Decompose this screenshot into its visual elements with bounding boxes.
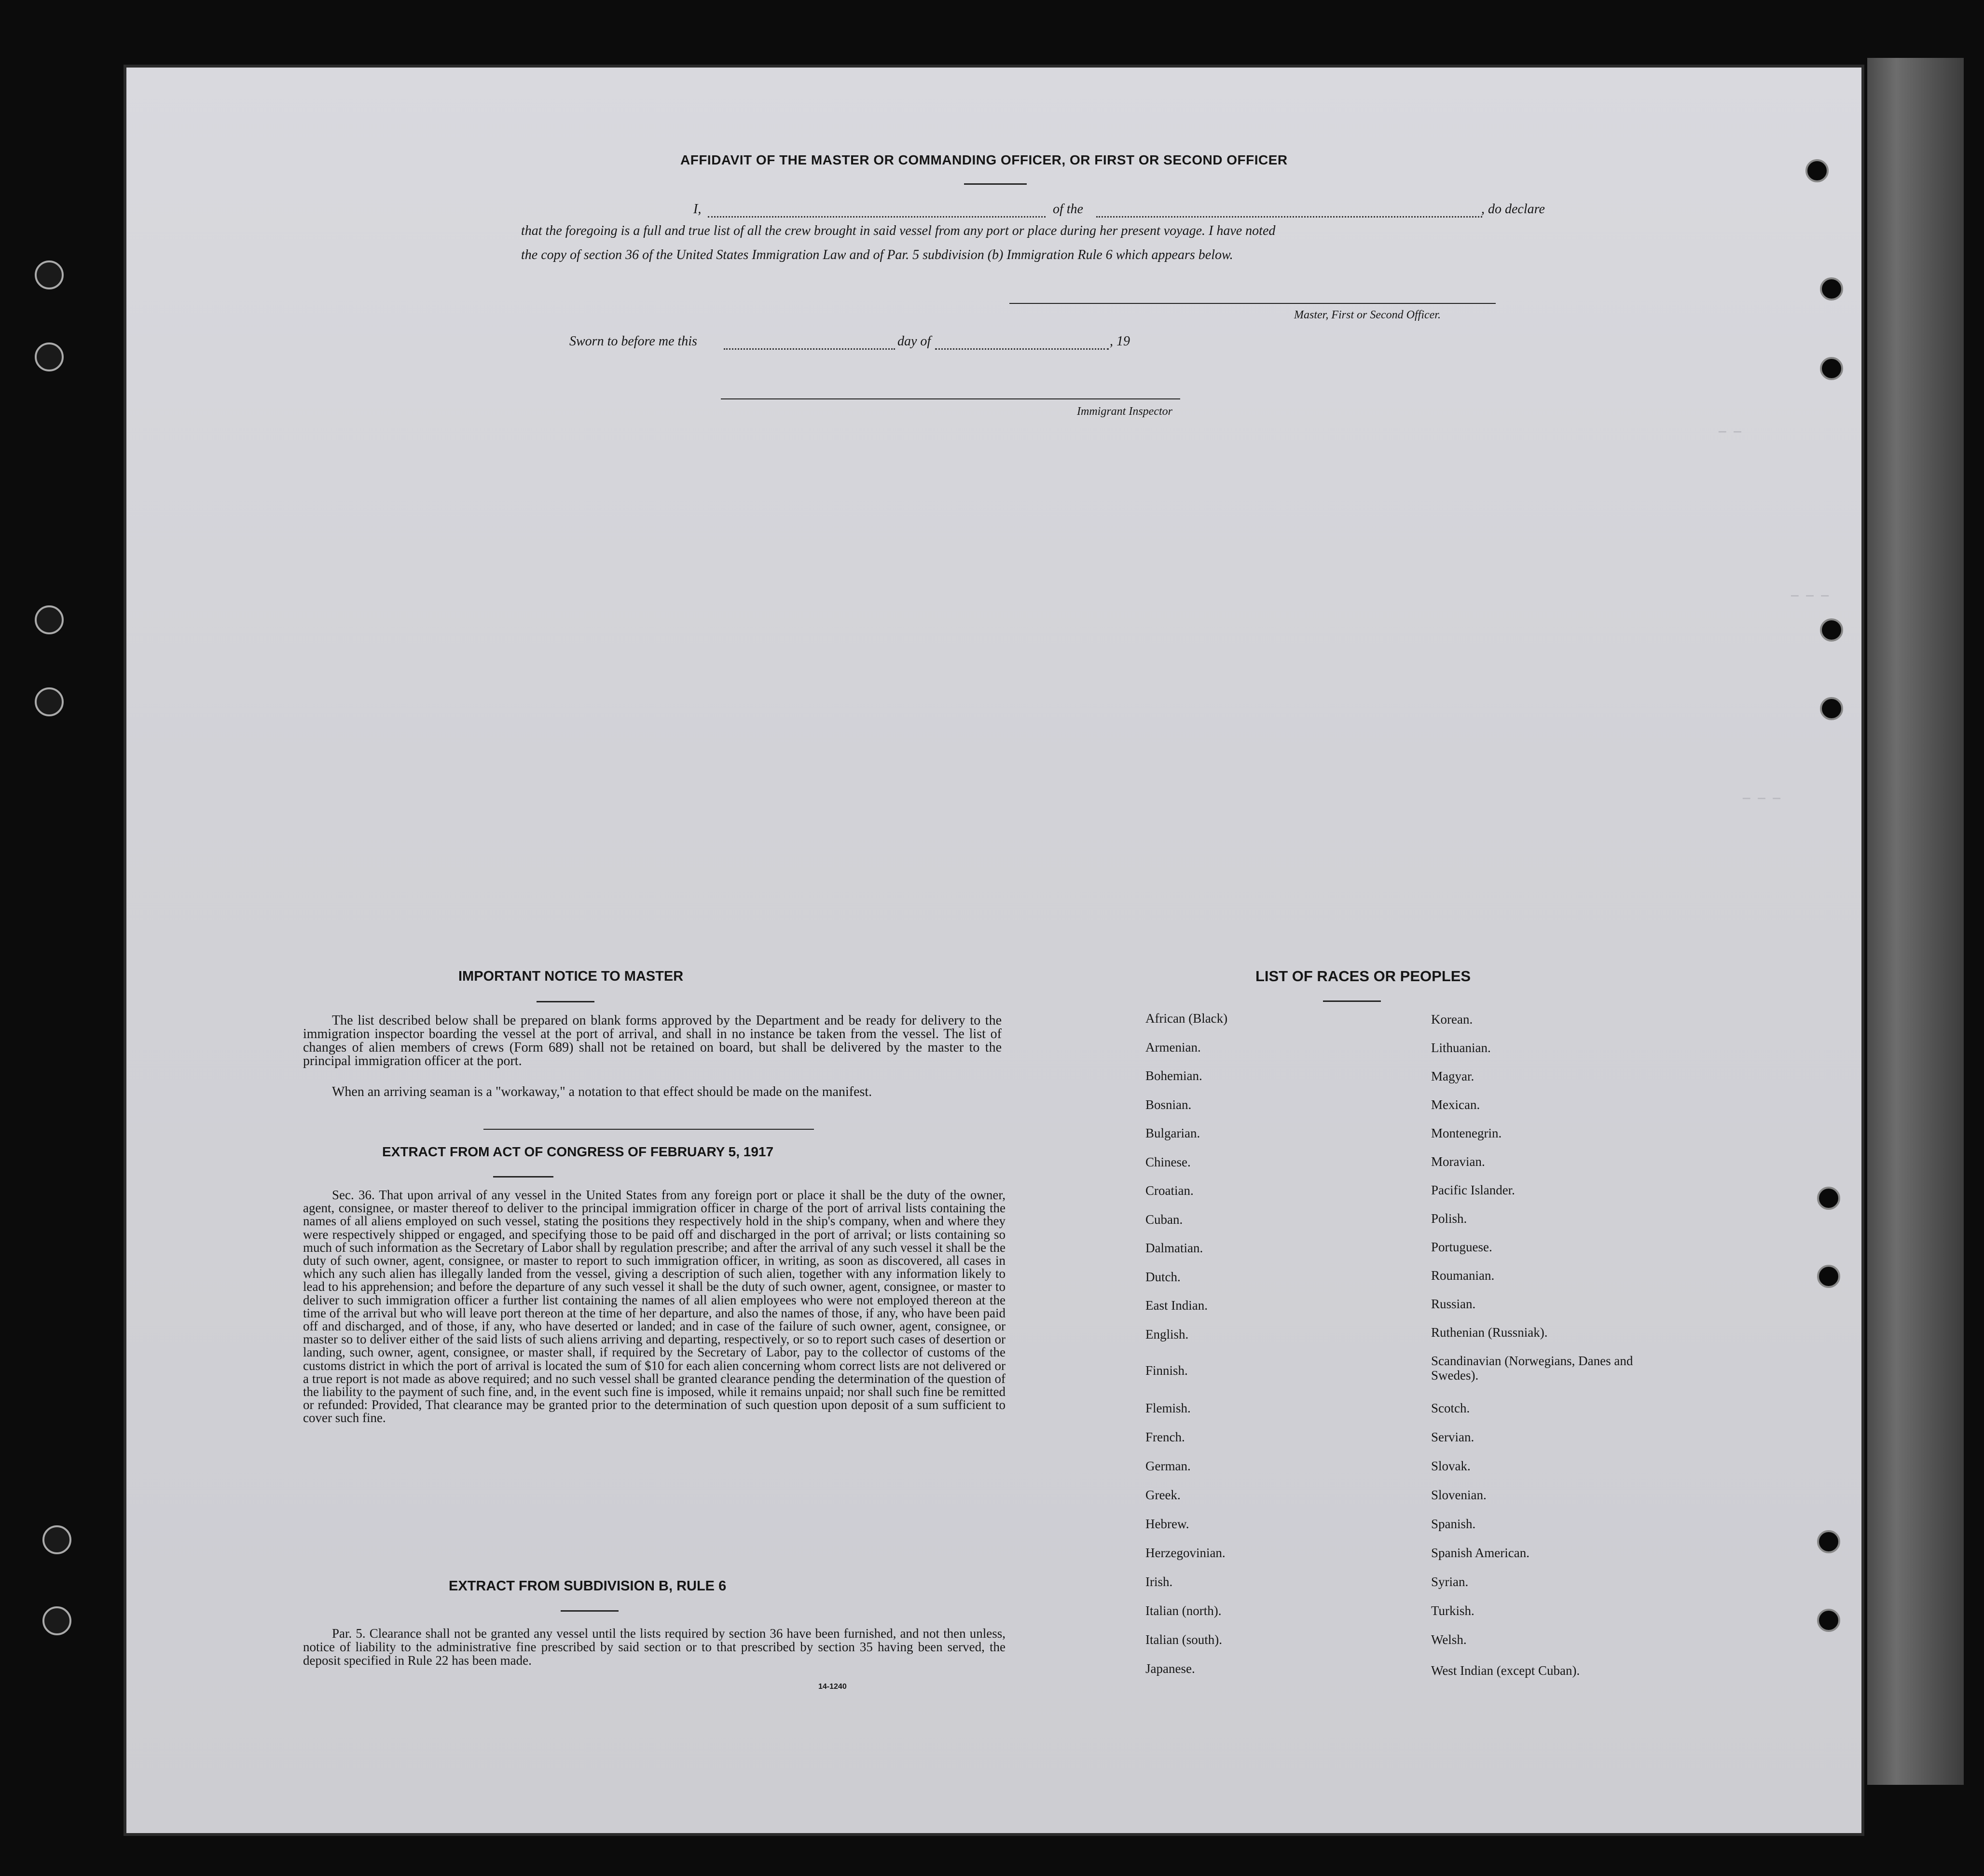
race-item: East Indian. bbox=[1145, 1298, 1208, 1313]
race-item: Ruthenian (Russniak). bbox=[1431, 1325, 1548, 1340]
race-item: Polish. bbox=[1431, 1211, 1467, 1226]
race-item: Pacific Islander. bbox=[1431, 1183, 1515, 1197]
race-item: Welsh. bbox=[1431, 1632, 1467, 1647]
year-label: , 19 bbox=[1110, 334, 1130, 349]
race-item: Bohemian. bbox=[1145, 1068, 1202, 1083]
race-item: Dutch. bbox=[1145, 1270, 1181, 1284]
race-item: Dalmatian. bbox=[1145, 1241, 1203, 1255]
form-number: 14-1240 bbox=[818, 1683, 847, 1691]
race-item: Armenian. bbox=[1145, 1040, 1201, 1054]
punch-hole-icon bbox=[1820, 618, 1843, 642]
race-item: Irish. bbox=[1145, 1575, 1173, 1589]
race-item: Finnish. bbox=[1145, 1363, 1188, 1378]
notice-separator bbox=[483, 1129, 814, 1130]
race-item: Cuban. bbox=[1145, 1212, 1183, 1227]
sworn-line bbox=[569, 334, 1293, 353]
punch-hole-icon bbox=[1820, 697, 1843, 720]
race-item: Scotch. bbox=[1431, 1401, 1470, 1415]
race-item: Korean. bbox=[1431, 1012, 1473, 1027]
race-item: Spanish. bbox=[1431, 1517, 1476, 1531]
race-item: Japanese. bbox=[1145, 1661, 1195, 1676]
sworn-day-field[interactable] bbox=[724, 348, 895, 350]
bleed-through-row: — — — bbox=[1791, 589, 1829, 603]
extract-act-text: Sec. 36. That upon arrival of any vessel in the United States from any foreign port or place it shall be the duty of the owner, agent, consignee, or master thereof to deliver to the principal immigration officer in charge of the port of arrival lists containing the names of all aliens employed on such vessel, stating the positions they respectively hold in the ship's company, when and where they were respectively shipped or engaged, and specifying those to be paid off and discharged in the port of arrival; or lists containing so much of such information as the Secretary of Labor shall by regulation prescribe; and after the arrival of any such vessel it shall be the duty of such owner, agent, consignee, or master to report to such immigration officer, in writing, as soon as discovered, all cases in which any such alien has illegally landed from the vessel, giving a description of such alien, together with any information likely to lead to his apprehension; and before the departure of any such vessel it shall be the duty of such owner, agent, consignee, or master to deliver to such immigration officer a further list containing the names of all alien employees who were not employed thereon at the time of the arrival but who will leave port thereon at the time of her departure, and also the names of those, if any, who have been paid off and discharged, and of those, if any, who have deserted or landed; and in case of the failure of such owner, agent, consignee, or master so to deliver either of the said lists of such aliens arriving and departing, respectively, or so to report such cases of desertion or landing, such owner, agent, consignee, or master shall, if required by the Secretary of Labor, pay to the collector of customs of the customs district in which the port of arrival is located the sum of $10 for each alien concerning whom correct lists are not delivered or a true report is not made as above required; and no such vessel shall be granted clearance pending the determination of the question of the liability to the payment of such fine, and, in the event such fine is imposed, while it remains unpaid; nor shall such fine be remitted or refunded: Provided, That clearance may be granted prior to the determination of such question upon deposit of a sum sufficient to cover such fine. bbox=[303, 1188, 1006, 1425]
race-item: Greek. bbox=[1145, 1488, 1181, 1502]
sworn-label: Sworn to before me this bbox=[569, 334, 697, 349]
left-hole-icon bbox=[42, 1525, 71, 1554]
left-hole-icon bbox=[35, 260, 64, 289]
master-signature-line[interactable] bbox=[1009, 303, 1496, 304]
punch-hole-icon bbox=[1805, 159, 1829, 182]
extract-rule-text: Par. 5. Clearance shall not be granted any vessel until the lists required by section 36 have been furnished, and not then unless, notice of liability to the administrative fine prescribed by said section or to that prescribed by section 35 having been served, the deposit specified in Rule 22 has been made. bbox=[303, 1626, 1006, 1668]
race-item: Chinese. bbox=[1145, 1155, 1191, 1169]
race-item: West Indian (except Cuban). bbox=[1431, 1663, 1580, 1678]
race-item: African (Black) bbox=[1145, 1011, 1228, 1026]
punch-hole-icon bbox=[1817, 1609, 1840, 1632]
race-item: Hebrew. bbox=[1145, 1517, 1189, 1531]
race-item: Magyar. bbox=[1431, 1069, 1474, 1083]
of-the-label: of the bbox=[1053, 202, 1083, 217]
race-item: Spanish American. bbox=[1431, 1546, 1529, 1560]
punch-hole-icon bbox=[1817, 1187, 1840, 1210]
race-item: Croatian. bbox=[1145, 1183, 1194, 1198]
race-item: Turkish. bbox=[1431, 1603, 1474, 1618]
punch-hole-icon bbox=[1817, 1530, 1840, 1553]
race-item: English. bbox=[1145, 1327, 1189, 1342]
race-item: Bulgarian. bbox=[1145, 1126, 1200, 1140]
race-item: Slovenian. bbox=[1431, 1488, 1487, 1502]
race-item: Russian. bbox=[1431, 1297, 1476, 1311]
race-item: Scandinavian (Norwegians, Danes and Swedes). bbox=[1431, 1354, 1633, 1383]
bleed-through-row: — — — bbox=[1743, 791, 1781, 806]
race-item: Italian (north). bbox=[1145, 1603, 1222, 1618]
extract-act-heading: EXTRACT FROM ACT OF CONGRESS OF FEBRUARY 5, 1917 bbox=[382, 1144, 774, 1159]
race-item: Syrian. bbox=[1431, 1575, 1469, 1589]
vessel-field[interactable] bbox=[1096, 216, 1482, 218]
race-item: Roumanian. bbox=[1431, 1268, 1495, 1283]
notice-heading: IMPORTANT NOTICE TO MASTER bbox=[458, 969, 684, 984]
name-field[interactable] bbox=[708, 216, 1046, 218]
notice-underline bbox=[537, 1001, 594, 1002]
race-item: Portuguese. bbox=[1431, 1240, 1492, 1254]
extract-rule-underline bbox=[561, 1610, 619, 1612]
heading-underline bbox=[964, 183, 1027, 185]
declare-label: , do declare bbox=[1481, 202, 1545, 217]
race-item: French. bbox=[1145, 1430, 1185, 1444]
extract-rule-heading: EXTRACT FROM SUBDIVISION B, RULE 6 bbox=[449, 1578, 727, 1594]
affidavit-heading: AFFIDAVIT OF THE MASTER OR COMMANDING OFFICER, OR FIRST OR SECOND OFFICER bbox=[680, 152, 1288, 167]
inspector-signature-line[interactable] bbox=[721, 398, 1180, 399]
punch-hole-icon bbox=[1817, 1265, 1840, 1288]
race-item: Lithuanian. bbox=[1431, 1041, 1491, 1055]
races-heading: LIST OF RACES OR PEOPLES bbox=[1255, 968, 1471, 985]
bleed-through-row: — — bbox=[1719, 424, 1741, 439]
sworn-month-field[interactable] bbox=[935, 348, 1109, 350]
i-label: I, bbox=[693, 202, 702, 217]
race-item: Moravian. bbox=[1431, 1154, 1485, 1169]
page-edge-shadow bbox=[1867, 58, 1964, 1785]
race-item: German. bbox=[1145, 1459, 1191, 1473]
punch-hole-icon bbox=[1820, 277, 1843, 301]
race-item: Bosnian. bbox=[1145, 1097, 1192, 1112]
race-item: Montenegrin. bbox=[1431, 1126, 1502, 1140]
affidavit-line-1 bbox=[565, 202, 1603, 221]
race-item: Slovak. bbox=[1431, 1459, 1471, 1473]
inspector-caption: Immigrant Inspector bbox=[1077, 405, 1172, 418]
master-caption: Master, First or Second Officer. bbox=[1294, 309, 1441, 321]
race-item: Italian (south). bbox=[1145, 1632, 1222, 1647]
left-hole-icon bbox=[35, 605, 64, 634]
left-hole-icon bbox=[42, 1606, 71, 1635]
notice-paragraph-2: When an arriving seaman is a "workaway," a notation to that effect should be made on the manifest. bbox=[332, 1084, 872, 1099]
affidavit-line-3: the copy of section 36 of the United States Immigration Law and of Par. 5 subdivision (b) Immigration Rule 6 which appears below. bbox=[521, 247, 1233, 262]
race-item: Herzegovinian. bbox=[1145, 1546, 1226, 1560]
race-item: Mexican. bbox=[1431, 1097, 1480, 1112]
race-item: Servian. bbox=[1431, 1430, 1474, 1444]
day-of-label: day of bbox=[897, 334, 931, 349]
race-item: Flemish. bbox=[1145, 1401, 1191, 1415]
extract-act-underline bbox=[493, 1176, 553, 1178]
affidavit-line-2: that the foregoing is a full and true list of all the crew brought in said vessel from any port or place during her present voyage. I have noted bbox=[521, 223, 1276, 238]
left-hole-icon bbox=[35, 342, 64, 371]
races-underline bbox=[1323, 1000, 1381, 1002]
notice-paragraph-1: The list described below shall be prepared on blank forms approved by the Department and be ready for delivery to the immigration inspector boarding the vessel at the port of arrival, and shall in no instance be taken from the vessel. The list of changes of alien members of crews (Form 689) shall not be retained on board, but shall be delivered by the master to the principal immigration officer at the port. bbox=[303, 1013, 1002, 1068]
form-sheet bbox=[126, 68, 1861, 1833]
punch-hole-icon bbox=[1820, 357, 1843, 380]
left-hole-icon bbox=[35, 687, 64, 716]
